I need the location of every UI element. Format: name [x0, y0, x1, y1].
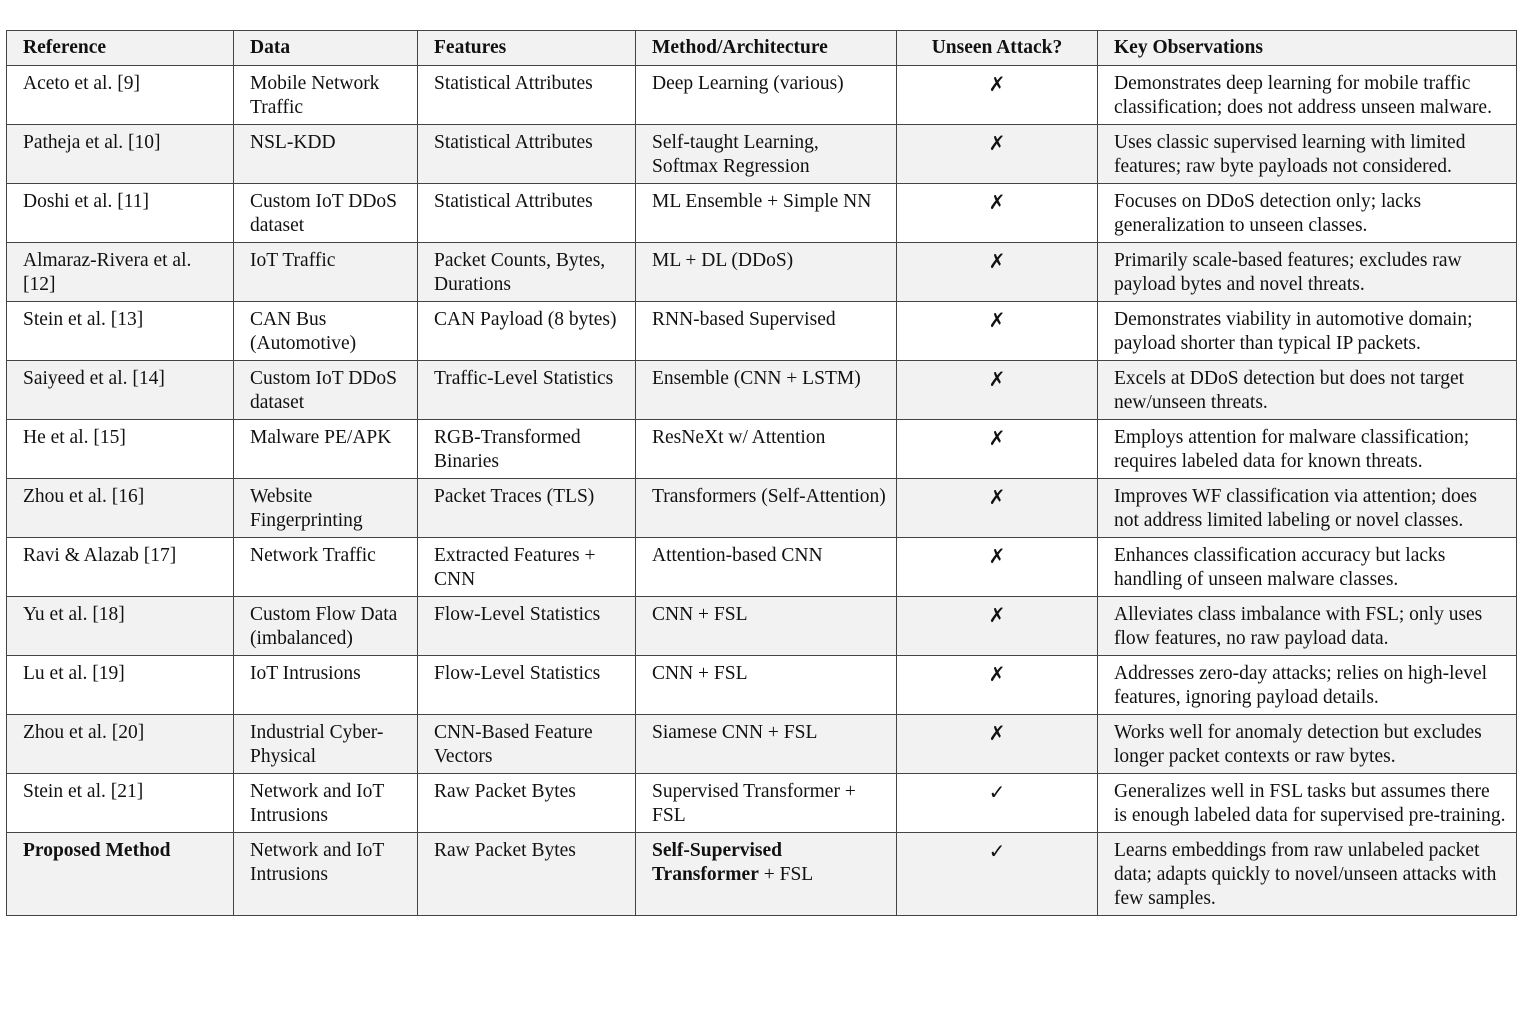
table-row [7, 538, 1517, 597]
table-row [7, 597, 1517, 656]
cell-features: Raw Packet Bytes [418, 774, 636, 833]
cell-reference: Stein et al. [21] [7, 774, 234, 833]
cell-features: Packet Traces (TLS) [418, 479, 636, 538]
cell-method: CNN + FSL [636, 597, 897, 656]
cell-observations: Employs attention for malware classification; requires labeled data for known threats. [1098, 420, 1517, 479]
cell-observations: Excels at DDoS detection but does not target new/unseen threats. [1098, 361, 1517, 420]
cell-reference: Aceto et al. [9] [7, 66, 234, 125]
cell-features: Flow-Level Statistics [418, 656, 636, 715]
method-bold-text: Self-Supervised Transformer [652, 840, 783, 885]
cell-reference: Saiyeed et al. [14] [7, 361, 234, 420]
proposed-method-row [7, 833, 1517, 916]
cell-features: CAN Payload (8 bytes) [418, 302, 636, 361]
cell-features: Statistical Attributes [418, 125, 636, 184]
cell-method: RNN-based Supervised [636, 302, 897, 361]
cell-data: NSL-KDD [234, 125, 418, 184]
cell-reference: Yu et al. [18] [7, 597, 234, 656]
header-method: Method/Architecture [636, 31, 897, 66]
table-row [7, 184, 1517, 243]
table-row [7, 420, 1517, 479]
header-unseen-attack: Unseen Attack? [897, 31, 1098, 66]
cross-mark-icon: ✗ [897, 66, 1098, 125]
cross-mark-icon: ✗ [897, 597, 1098, 656]
cell-method: CNN + FSL [636, 656, 897, 715]
table-row [7, 715, 1517, 774]
cell-reference: Patheja et al. [10] [7, 125, 234, 184]
cell-method: ML + DL (DDoS) [636, 243, 897, 302]
cell-observations: Uses classic supervised learning with limited features; raw byte payloads not considered. [1098, 125, 1517, 184]
cell-observations: Addresses zero-day attacks; relies on high-level features, ignoring payload details. [1098, 656, 1517, 715]
table-row [7, 243, 1517, 302]
cross-mark-icon: ✗ [897, 656, 1098, 715]
cell-method: Deep Learning (various) [636, 66, 897, 125]
header-reference: Reference [7, 31, 234, 66]
table-row [7, 774, 1517, 833]
cell-features: Statistical Attributes [418, 184, 636, 243]
cell-features: Raw Packet Bytes [418, 833, 636, 916]
table-row [7, 66, 1517, 125]
cell-method [636, 833, 897, 916]
header-data: Data [234, 31, 418, 66]
cell-data: CAN Bus (Automotive) [234, 302, 418, 361]
cell-features: CNN-Based Feature Vectors [418, 715, 636, 774]
cell-data: Network Traffic [234, 538, 418, 597]
table-row [7, 656, 1517, 715]
cell-observations: Improves WF classification via attention; does not address limited labeling or novel classes. [1098, 479, 1517, 538]
cross-mark-icon: ✗ [897, 125, 1098, 184]
cell-observations: Learns embeddings from raw unlabeled packet data; adapts quickly to novel/unseen attacks with few samples. [1098, 833, 1517, 916]
cell-method: Transformers (Self-Attention) [636, 479, 897, 538]
header-row [7, 31, 1517, 66]
cell-features: RGB-Transformed Binaries [418, 420, 636, 479]
cross-mark-icon: ✗ [897, 302, 1098, 361]
cell-observations: Demonstrates deep learning for mobile traffic classification; does not address unseen malware. [1098, 66, 1517, 125]
cross-mark-icon: ✗ [897, 715, 1098, 774]
cell-data: Network and IoT Intrusions [234, 774, 418, 833]
cell-method: Siamese CNN + FSL [636, 715, 897, 774]
cell-reference: Zhou et al. [16] [7, 479, 234, 538]
cell-data: Network and IoT Intrusions [234, 833, 418, 916]
cell-features: Extracted Features + CNN [418, 538, 636, 597]
cell-reference: Stein et al. [13] [7, 302, 234, 361]
cell-reference: Almaraz-Rivera et al. [12] [7, 243, 234, 302]
cell-data: Industrial Cyber-Physical [234, 715, 418, 774]
cell-method: Attention-based CNN [636, 538, 897, 597]
cross-mark-icon: ✗ [897, 184, 1098, 243]
cross-mark-icon: ✗ [897, 243, 1098, 302]
cross-mark-icon: ✗ [897, 538, 1098, 597]
cross-mark-icon: ✗ [897, 479, 1098, 538]
table-row [7, 125, 1517, 184]
header-features: Features [418, 31, 636, 66]
cell-data: Mobile Network Traffic [234, 66, 418, 125]
cell-method: Supervised Transformer + FSL [636, 774, 897, 833]
cell-data: IoT Traffic [234, 243, 418, 302]
cell-reference: He et al. [15] [7, 420, 234, 479]
cell-method: ML Ensemble + Simple NN [636, 184, 897, 243]
comparison-table [6, 30, 1517, 916]
cell-reference: Doshi et al. [11] [7, 184, 234, 243]
cell-features: Packet Counts, Bytes, Durations [418, 243, 636, 302]
cell-observations: Alleviates class imbalance with FSL; only uses flow features, no raw payload data. [1098, 597, 1517, 656]
cell-features: Statistical Attributes [418, 66, 636, 125]
cell-reference: Ravi & Alazab [17] [7, 538, 234, 597]
cell-observations: Generalizes well in FSL tasks but assumes there is enough labeled data for supervised pre-training. [1098, 774, 1517, 833]
cell-observations: Focuses on DDoS detection only; lacks generalization to unseen classes. [1098, 184, 1517, 243]
cell-data: Custom IoT DDoS dataset [234, 361, 418, 420]
cell-features: Flow-Level Statistics [418, 597, 636, 656]
cell-method: Self-taught Learning, Softmax Regression [636, 125, 897, 184]
method-rest-text: + FSL [758, 864, 814, 885]
cell-reference: Zhou et al. [20] [7, 715, 234, 774]
cell-method: ResNeXt w/ Attention [636, 420, 897, 479]
cell-observations: Primarily scale-based features; excludes raw payload bytes and novel threats. [1098, 243, 1517, 302]
check-mark-icon: ✓ [897, 774, 1098, 833]
header-key-observations: Key Observations [1098, 31, 1517, 66]
table-row [7, 479, 1517, 538]
cell-observations: Enhances classification accuracy but lacks handling of unseen malware classes. [1098, 538, 1517, 597]
check-mark-icon: ✓ [897, 833, 1098, 916]
cell-data: Website Fingerprinting [234, 479, 418, 538]
cross-mark-icon: ✗ [897, 420, 1098, 479]
cross-mark-icon: ✗ [897, 361, 1098, 420]
cell-data: IoT Intrusions [234, 656, 418, 715]
cell-reference: Proposed Method [7, 833, 234, 916]
cell-features: Traffic-Level Statistics [418, 361, 636, 420]
table-row [7, 302, 1517, 361]
cell-data: Custom Flow Data (imbalanced) [234, 597, 418, 656]
cell-method: Ensemble (CNN + LSTM) [636, 361, 897, 420]
cell-observations: Demonstrates viability in automotive domain; payload shorter than typical IP packets. [1098, 302, 1517, 361]
cell-data: Custom IoT DDoS dataset [234, 184, 418, 243]
table-row [7, 361, 1517, 420]
cell-reference: Lu et al. [19] [7, 656, 234, 715]
cell-data: Malware PE/APK [234, 420, 418, 479]
cell-observations: Works well for anomaly detection but excludes longer packet contexts or raw bytes. [1098, 715, 1517, 774]
